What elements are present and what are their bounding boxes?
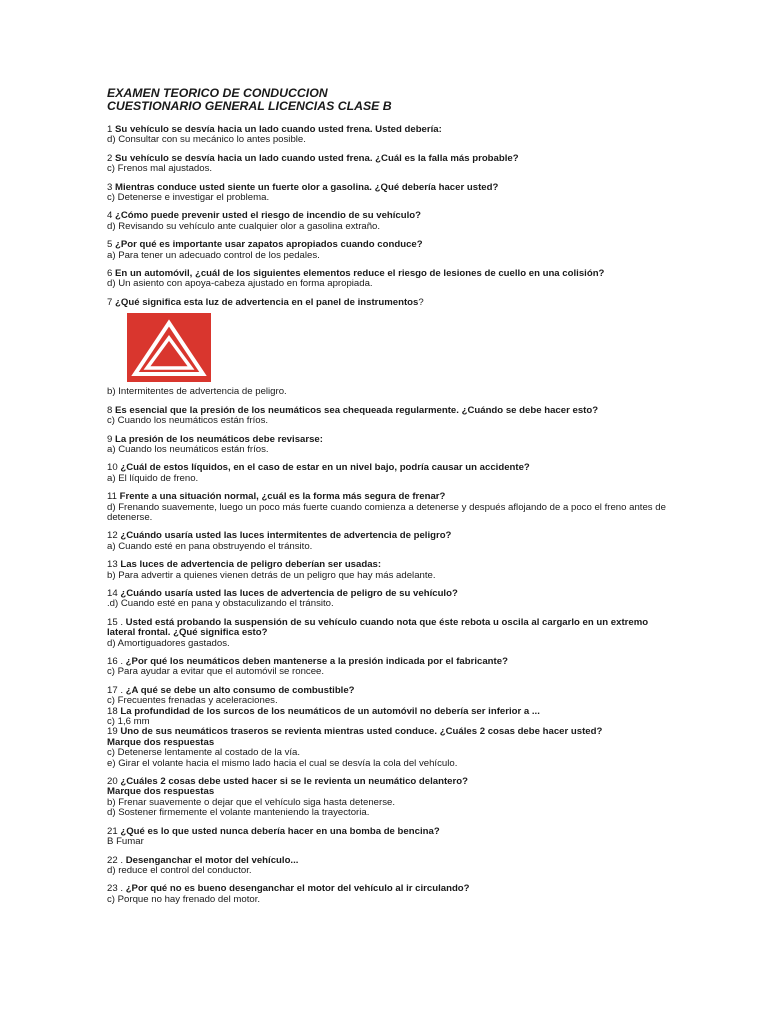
question-1	[107, 125, 667, 146]
question-text: 20 ¿Cuáles 2 cosas debe usted hacer si se le revienta un neumático delantero?	[107, 776, 468, 788]
question-text: 11 Frente a una situación normal, ¿cuál es la forma más segura de frenar?	[107, 491, 446, 503]
question-2	[107, 154, 667, 175]
question-20	[107, 777, 667, 819]
answer-text: d) Revisando su vehículo ante cualquier olor a gasolina extraño.	[107, 220, 381, 232]
question-21	[107, 827, 667, 848]
document-subtitle: CUESTIONARIO GENERAL LICENCIAS CLASE B	[107, 99, 392, 113]
question-23	[107, 884, 667, 905]
answer-text: c) Frecuentes frenadas y aceleraciones.	[107, 695, 278, 707]
question-text: 14 ¿Cuándo usaría usted las luces de advertencia de peligro de su vehículo?	[107, 587, 458, 599]
question-text: 19 Uno de sus neumáticos traseros se revienta mientras usted conduce. ¿Cuáles 2 cosas debe hacer usted?	[107, 726, 603, 738]
question-11	[107, 492, 667, 523]
question-text: 4 ¿Cómo puede prevenir usted el riesgo de incendio de su vehículo?	[107, 210, 422, 222]
question-17	[107, 686, 667, 707]
question-note: Marque dos respuestas	[107, 736, 215, 748]
question-text: 15 . Usted está probando la suspensión de su vehículo cuando nota que éste rebota u oscila al cargarlo en un extremo lateral frontal. ¿Qué significa esto?	[107, 616, 649, 639]
answer-text: c) Detenerse lentamente al costado de la vía.	[107, 747, 301, 759]
question-8	[107, 406, 667, 427]
question-text: 8 Es esencial que la presión de los neumáticos sea chequeada regularmente. ¿Cuándo se debe hacer esto?	[107, 404, 599, 416]
question-3	[107, 183, 667, 204]
answer-text: a) Cuando esté en pana obstruyendo el tránsito.	[107, 540, 313, 552]
answer-text: c) Detenerse e investigar el problema.	[107, 192, 270, 204]
answer-text: c) 1,6 mm	[107, 716, 150, 728]
question-13	[107, 560, 667, 581]
question-6	[107, 269, 667, 290]
answer-text: b) Frenar suavemente o dejar que el vehículo siga hasta detenerse.	[107, 796, 395, 808]
question-10	[107, 463, 667, 484]
question-text: 10 ¿Cuál de estos líquidos, en el caso de estar en un nivel bajo, podría causar un accidente?	[107, 462, 530, 474]
exam-document	[107, 87, 667, 913]
document-header	[107, 87, 667, 113]
question-text: 6 En un automóvil, ¿cuál de los siguientes elementos reduce el riesgo de lesiones de cuello en una colisión?	[107, 268, 605, 280]
question-15	[107, 618, 667, 649]
question-14	[107, 589, 667, 610]
answer-text: d) Consultar con su mecánico lo antes posible.	[107, 134, 306, 146]
answer-text: d) Frenando suavemente, luego un poco más fuerte cuando comienza a detenerse y después aflojando de a poco el freno antes de detenerse.	[107, 501, 666, 523]
question-18	[107, 707, 667, 728]
question-note: Marque dos respuestas	[107, 786, 215, 798]
question-text: 17 . ¿A qué se debe un alto consumo de combustible?	[107, 684, 355, 696]
answer-text: c) Para ayudar a evitar que el automóvil se roncee.	[107, 666, 325, 678]
answer-text: c) Frenos mal ajustados.	[107, 163, 213, 175]
question-text: 7 ¿Qué significa esta luz de advertencia en el panel de instrumentos?	[107, 296, 424, 308]
question-text: 5 ¿Por qué es importante usar zapatos apropiados cuando conduce?	[107, 239, 423, 251]
question-text: 9 La presión de los neumáticos debe revisarse:	[107, 433, 323, 445]
question-4	[107, 211, 667, 232]
question-12	[107, 531, 667, 552]
answer-text-2: d) Sostener firmemente el volante manteniendo la trayectoria.	[107, 807, 370, 819]
question-7	[107, 298, 667, 398]
answer-text: c) Cuando los neumáticos están fríos.	[107, 415, 269, 427]
question-text: 23 . ¿Por qué no es bueno desenganchar el motor del vehículo al ir circulando?	[107, 883, 470, 895]
question-text: 18 La profundidad de los surcos de los neumáticos de un automóvil no debería ser inferior a ...	[107, 705, 540, 717]
answer-text: a) Para tener un adecuado control de los pedales.	[107, 249, 320, 261]
question-9	[107, 435, 667, 456]
answer-text: d) Amortiguadores gastados.	[107, 637, 230, 649]
question-text: 2 Su vehículo se desvía hacia un lado cuando usted frena. ¿Cuál es la falla más probable?	[107, 152, 519, 164]
answer-text: a) El líquido de freno.	[107, 472, 199, 484]
answer-text: b) Intermitentes de advertencia de peligro.	[107, 386, 287, 398]
answer-text: B Fumar	[107, 836, 144, 848]
question-16	[107, 657, 667, 678]
question-5	[107, 240, 667, 261]
question-22	[107, 856, 667, 877]
hazard-triangle-icon	[127, 313, 211, 382]
answer-text: d) reduce el control del conductor.	[107, 864, 252, 876]
question-text: 3 Mientras conduce usted siente un fuerte olor a gasolina. ¿Qué debería hacer usted?	[107, 181, 499, 193]
question-text: 12 ¿Cuándo usaría usted las luces intermitentes de advertencia de peligro?	[107, 530, 452, 542]
answer-text: b) Para advertir a quienes vienen detrás de un peligro que hay más adelante.	[107, 569, 436, 581]
answer-text: a) Cuando los neumáticos están fríos.	[107, 443, 269, 455]
question-text: 16 . ¿Por qué los neumáticos deben mantenerse a la presión indicada por el fabricante?	[107, 656, 508, 667]
answer-text: d) Un asiento con apoya-cabeza ajustado en forma apropiada.	[107, 278, 373, 290]
question-text: 13 Las luces de advertencia de peligro deberían ser usadas:	[107, 559, 382, 571]
document-title: EXAMEN TEORICO DE CONDUCCION	[107, 86, 328, 100]
answer-text: c) Porque no hay frenado del motor.	[107, 893, 261, 905]
question-19	[107, 727, 667, 769]
answer-text-2: e) Girar el volante hacia el mismo lado hacia el cual se desvía la cola del vehículo.	[107, 757, 458, 769]
question-text: 1 Su vehículo se desvía hacia un lado cuando usted frena. Usted debería:	[107, 124, 442, 135]
question-text: 21 ¿Qué es lo que usted nunca debería hacer en una bomba de bencina?	[107, 825, 440, 837]
question-text: 22 . Desenganchar el motor del vehículo...	[107, 854, 299, 866]
answer-text: .d) Cuando esté en pana y obstaculizando el tránsito.	[107, 598, 334, 610]
